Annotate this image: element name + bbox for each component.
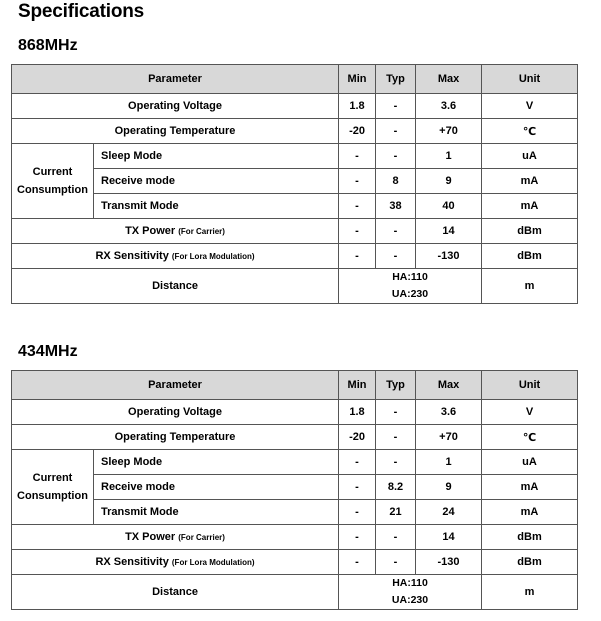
value-unit: m (482, 269, 578, 304)
value-typ: - (376, 244, 416, 269)
value-unit: uA (482, 144, 578, 169)
value-min: - (339, 244, 376, 269)
distance-value-line1: HA:110 (392, 271, 428, 283)
param-note: (For Carrier) (178, 533, 225, 542)
value-unit: mA (482, 475, 578, 500)
value-max: -130 (416, 244, 482, 269)
value-min: - (339, 500, 376, 525)
param-note: (For Lora Modulation) (171, 252, 255, 261)
value-min: -20 (339, 425, 376, 450)
value-min: - (339, 450, 376, 475)
param-label: Distance (12, 575, 339, 610)
value-typ: - (376, 144, 416, 169)
row-rx-sensitivity (12, 550, 578, 575)
value-min: - (339, 144, 376, 169)
param-label: Operating Temperature (12, 119, 339, 144)
value-max: 3.6 (416, 94, 482, 119)
sub-param-label: Sleep Mode (94, 144, 339, 169)
header-typ: Typ (376, 65, 416, 94)
value-max: +70 (416, 425, 482, 450)
value-unit: m (482, 575, 578, 610)
value-max: 14 (416, 219, 482, 244)
sub-param-label: Sleep Mode (94, 450, 339, 475)
value-typ: 21 (376, 500, 416, 525)
value-unit: mA (482, 500, 578, 525)
value-min: - (339, 550, 376, 575)
value-typ: 8 (376, 169, 416, 194)
value-min: - (339, 169, 376, 194)
value-max: -130 (416, 550, 482, 575)
header-parameter: Parameter (12, 65, 339, 94)
value-min: - (339, 525, 376, 550)
value-typ: - (376, 450, 416, 475)
row-tx-power (12, 525, 578, 550)
header-min: Min (339, 65, 376, 94)
param-label-text: TX Power (125, 531, 176, 543)
current-consumption-label (12, 144, 94, 219)
header-max: Max (416, 65, 482, 94)
sub-param-label: Transmit Mode (94, 194, 339, 219)
sub-param-label: Receive mode (94, 169, 339, 194)
value-min: 1.8 (339, 400, 376, 425)
row-distance (12, 269, 578, 304)
value-typ: - (376, 94, 416, 119)
value-typ: 8.2 (376, 475, 416, 500)
value-max: 1 (416, 144, 482, 169)
value-max: 14 (416, 525, 482, 550)
band-title-868mhz: 868MHz (18, 37, 78, 54)
spec-table-434mhz (11, 370, 578, 610)
value-max: 1 (416, 450, 482, 475)
value-min: - (339, 219, 376, 244)
value-max: 24 (416, 500, 482, 525)
distance-value-line2: UA:230 (391, 594, 429, 606)
header-unit: Unit (482, 65, 578, 94)
page-title: Specifications (18, 1, 145, 22)
value-typ: - (376, 525, 416, 550)
value-min: - (339, 475, 376, 500)
header-typ: Typ (376, 371, 416, 400)
header-parameter: Parameter (12, 371, 339, 400)
group-label-line2: Consumption (17, 490, 88, 502)
value-typ: - (376, 425, 416, 450)
param-label-text: RX Sensitivity (95, 556, 169, 568)
group-label-line2: Consumption (17, 184, 88, 196)
value-unit: V (482, 400, 578, 425)
value-typ: - (376, 550, 416, 575)
sub-param-label: Transmit Mode (94, 500, 339, 525)
row-transmit-mode (12, 500, 578, 525)
value-unit: ℃ (482, 425, 578, 450)
value-typ: - (376, 119, 416, 144)
param-label: Operating Voltage (12, 400, 339, 425)
value-min: 1.8 (339, 94, 376, 119)
row-rx-sensitivity (12, 244, 578, 269)
param-note: (For Lora Modulation) (171, 558, 255, 567)
row-operating-voltage (12, 94, 578, 119)
distance-value-line1: HA:110 (392, 577, 428, 589)
row-receive-mode (12, 475, 578, 500)
value-unit: dBm (482, 244, 578, 269)
row-sleep-mode (12, 450, 578, 475)
param-label-text: RX Sensitivity (95, 250, 169, 262)
param-note: (For Carrier) (178, 227, 225, 236)
value-min: - (339, 194, 376, 219)
distance-value-line2: UA:230 (391, 288, 429, 300)
row-distance (12, 575, 578, 610)
param-label: Operating Voltage (12, 94, 339, 119)
header-min: Min (339, 371, 376, 400)
sub-param-label: Receive mode (94, 475, 339, 500)
table-header-row (12, 65, 578, 94)
param-label (12, 244, 339, 269)
value-max: 9 (416, 475, 482, 500)
param-label (12, 550, 339, 575)
row-receive-mode (12, 169, 578, 194)
value-unit: V (482, 94, 578, 119)
group-label-line1: Current (32, 166, 73, 178)
value-unit: dBm (482, 219, 578, 244)
distance-value (339, 575, 482, 610)
value-unit: dBm (482, 525, 578, 550)
distance-value (339, 269, 482, 304)
value-max: 40 (416, 194, 482, 219)
value-unit: mA (482, 194, 578, 219)
group-label-line1: Current (32, 472, 73, 484)
param-label-text: TX Power (125, 225, 176, 237)
value-typ: - (376, 219, 416, 244)
value-typ: - (376, 400, 416, 425)
param-label: Operating Temperature (12, 425, 339, 450)
value-min: -20 (339, 119, 376, 144)
param-label (12, 525, 339, 550)
param-label: Distance (12, 269, 339, 304)
row-operating-temperature (12, 425, 578, 450)
value-unit: uA (482, 450, 578, 475)
row-tx-power (12, 219, 578, 244)
row-transmit-mode (12, 194, 578, 219)
param-label (12, 219, 339, 244)
header-unit: Unit (482, 371, 578, 400)
value-max: 3.6 (416, 400, 482, 425)
band-title-434mhz: 434MHz (18, 343, 78, 360)
table-header-row (12, 371, 578, 400)
row-sleep-mode (12, 144, 578, 169)
current-consumption-label (12, 450, 94, 525)
row-operating-voltage (12, 400, 578, 425)
value-unit: dBm (482, 550, 578, 575)
value-max: +70 (416, 119, 482, 144)
value-max: 9 (416, 169, 482, 194)
value-typ: 38 (376, 194, 416, 219)
value-unit: ℃ (482, 119, 578, 144)
header-max: Max (416, 371, 482, 400)
row-operating-temperature (12, 119, 578, 144)
spec-table-868mhz (11, 64, 578, 304)
value-unit: mA (482, 169, 578, 194)
